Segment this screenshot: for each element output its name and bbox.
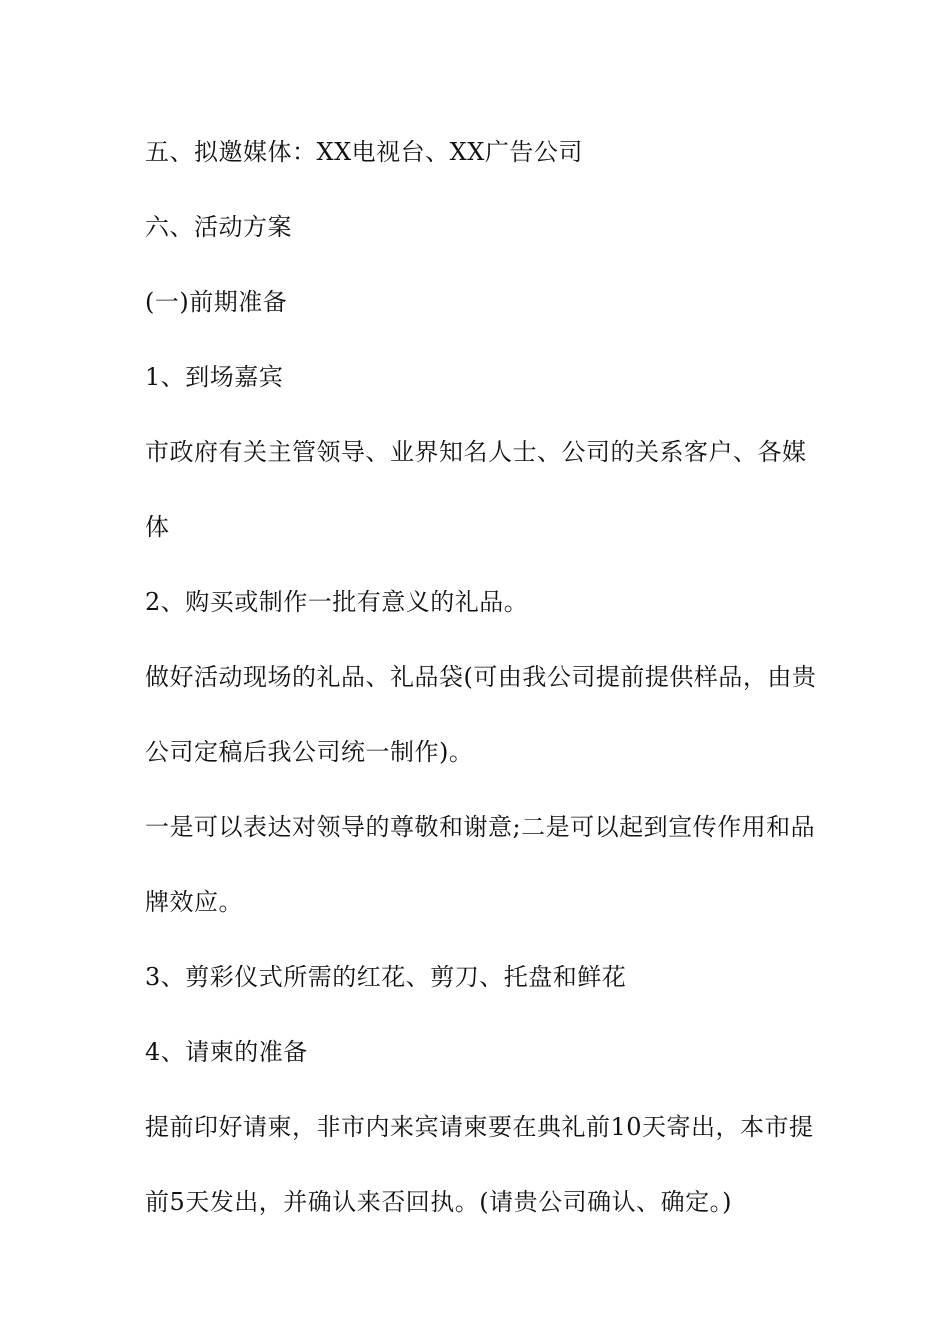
paragraph-guests-line-1: 市政府有关主管领导、业界知名人士、公司的关系客户、各媒: [145, 438, 807, 466]
subsection-heading-preparation: (一)前期准备: [145, 288, 288, 316]
paragraph-purpose-line-2: 牌效应。: [145, 888, 243, 916]
paragraph-invitations-line-2: 前5天发出，并确认来否回执。(请贵公司确认、确定。): [145, 1188, 732, 1216]
paragraph-gifts-line-2: 公司定稿后我公司统一制作)。: [145, 738, 474, 766]
item-heading-guests: 1、到场嘉宾: [145, 363, 284, 391]
section-heading-plan: 六、活动方案: [145, 213, 292, 241]
paragraph-guests-line-2: 体: [145, 513, 170, 541]
paragraph-purpose-line-1: 一是可以表达对领导的尊敬和谢意;二是可以起到宣传作用和品: [145, 813, 816, 841]
item-heading-gifts: 2、购买或制作一批有意义的礼品。: [145, 588, 529, 616]
paragraph-gifts-line-1: 做好活动现场的礼品、礼品袋(可由我公司提前提供样品，由贵: [145, 663, 817, 691]
item-heading-invitations: 4、请柬的准备: [145, 1038, 308, 1066]
paragraph-invitations-line-1: 提前印好请柬，非市内来宾请柬要在典礼前10天寄出，本市提: [145, 1113, 814, 1141]
item-heading-ribbon-cutting: 3、剪彩仪式所需的红花、剪刀、托盘和鲜花: [145, 963, 627, 991]
document-body: [145, 132, 815, 1257]
section-heading-media: 五、拟邀媒体：XX电视台、XX广告公司: [145, 138, 583, 166]
